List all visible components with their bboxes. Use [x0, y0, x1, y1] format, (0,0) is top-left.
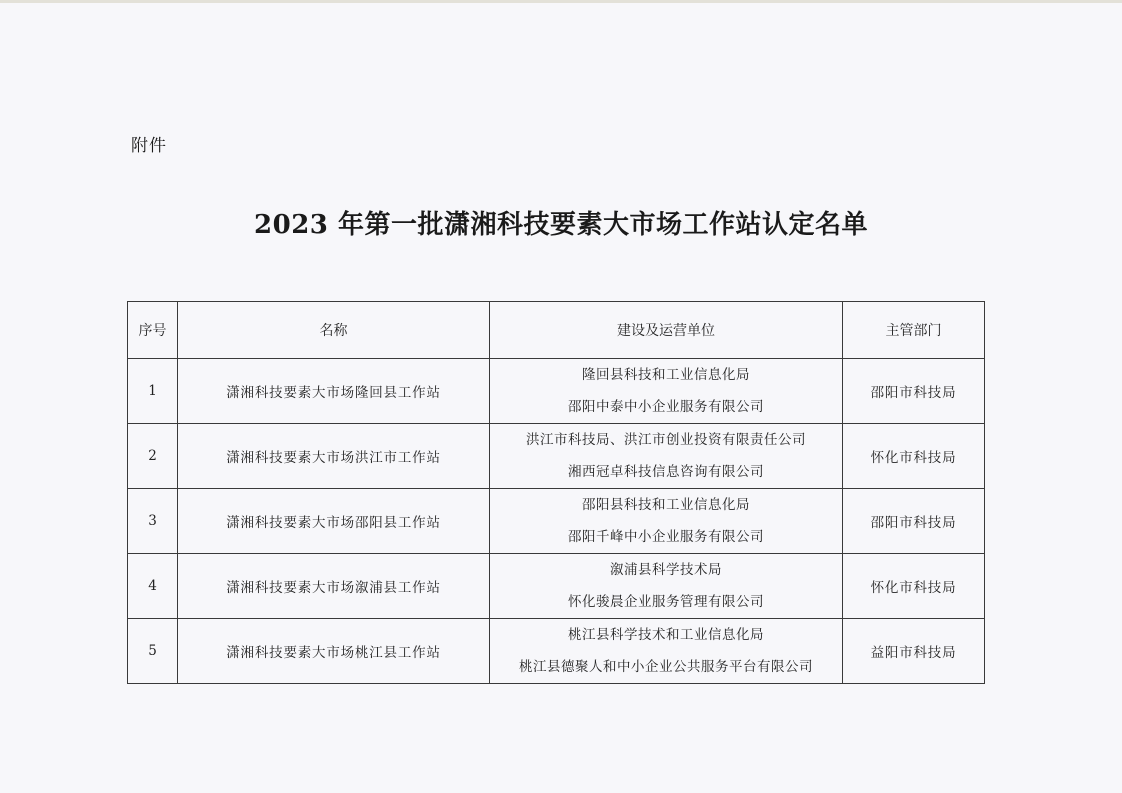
scan-edge — [0, 0, 1122, 3]
header-name: 名称 — [178, 302, 490, 359]
row-seq: 1 — [128, 359, 178, 424]
row-name: 潇湘科技要素大市场隆回县工作站 — [178, 359, 490, 424]
header-seq: 序号 — [128, 302, 178, 359]
row-name: 潇湘科技要素大市场溆浦县工作站 — [178, 554, 490, 619]
table-row — [128, 554, 985, 619]
table-row — [128, 359, 985, 424]
row-dept: 邵阳市科技局 — [843, 359, 985, 424]
row-unit-primary: 洪江市科技局、洪江市创业投资有限责任公司 — [526, 432, 806, 448]
table-row — [128, 619, 985, 684]
row-name: 潇湘科技要素大市场邵阳县工作站 — [178, 489, 490, 554]
row-name: 潇湘科技要素大市场桃江县工作站 — [178, 619, 490, 684]
row-unit-secondary: 湘西冠卓科技信息咨询有限公司 — [568, 464, 764, 480]
row-dept: 怀化市科技局 — [843, 424, 985, 489]
row-unit-primary: 溆浦县科学技术局 — [610, 562, 722, 578]
row-seq: 5 — [128, 619, 178, 684]
header-dept: 主管部门 — [843, 302, 985, 359]
row-name: 潇湘科技要素大市场洪江市工作站 — [178, 424, 490, 489]
row-unit-secondary: 邵阳千峰中小企业服务有限公司 — [568, 529, 764, 545]
row-units — [490, 554, 843, 619]
document-title: 2023 年第一批潇湘科技要素大市场工作站认定名单 — [254, 210, 868, 240]
header-units: 建设及运营单位 — [490, 302, 843, 359]
row-unit-primary: 桃江县科学技术和工业信息化局 — [568, 627, 764, 643]
row-dept: 益阳市科技局 — [843, 619, 985, 684]
row-unit-secondary: 邵阳中泰中小企业服务有限公司 — [568, 399, 764, 415]
row-unit-secondary: 桃江县德聚人和中小企业公共服务平台有限公司 — [519, 659, 813, 675]
row-dept: 怀化市科技局 — [843, 554, 985, 619]
attachment-label: 附件 — [131, 136, 167, 156]
row-seq: 4 — [128, 554, 178, 619]
row-seq: 2 — [128, 424, 178, 489]
row-unit-primary: 隆回县科技和工业信息化局 — [582, 367, 750, 383]
row-units — [490, 489, 843, 554]
table-row — [128, 489, 985, 554]
row-unit-primary: 邵阳县科技和工业信息化局 — [582, 497, 750, 513]
row-unit-secondary: 怀化骏晨企业服务管理有限公司 — [568, 594, 764, 610]
row-units — [490, 424, 843, 489]
row-dept: 邵阳市科技局 — [843, 489, 985, 554]
row-units — [490, 359, 843, 424]
row-units — [490, 619, 843, 684]
table-row — [128, 424, 985, 489]
table-header-row — [128, 302, 985, 359]
workstation-table — [127, 301, 985, 684]
row-seq: 3 — [128, 489, 178, 554]
